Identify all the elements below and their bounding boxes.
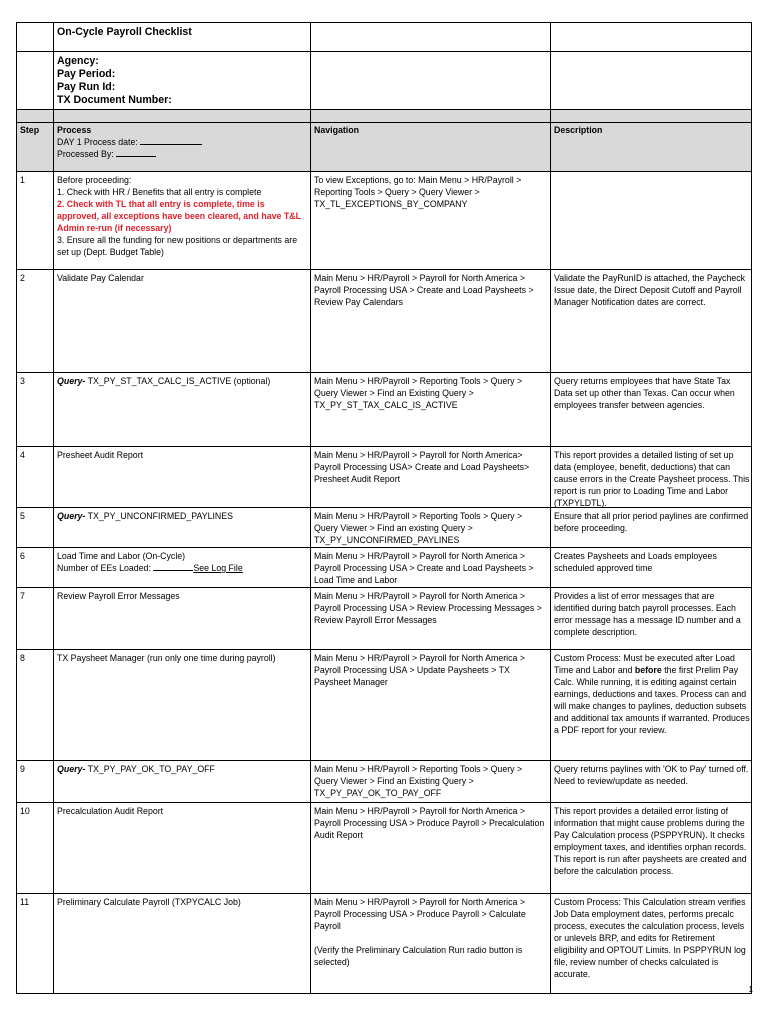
info-spacer bbox=[17, 51, 53, 109]
col-process-label: Process bbox=[57, 125, 92, 135]
step-process: Precalculation Audit Report bbox=[53, 802, 310, 893]
step-navigation: To view Exceptions, go to: Main Menu > HR/Payroll > Reporting Tools > Query > Query Viewer > TX_TL_EXCEPTIONS_BY_COMPANY bbox=[310, 171, 550, 269]
step-description: This report provides a detailed error listing of information that might cause problems during the Pay Calculation process (PSPPYRUN). It checks employment taxes, and identifies orphan records. This report is run after paysheets are created and before the calculation process. bbox=[550, 802, 752, 893]
step-navigation: Main Menu > HR/Payroll > Payroll for North America > Payroll Processing USA > Update Paysheets > TX Paysheet Manager bbox=[310, 649, 550, 760]
col-header-step bbox=[17, 122, 53, 171]
step-description: Validate the PayRunID is attached, the Paycheck Issue date, the Direct Deposit Cutoff and Payroll Manager Notification dates are correct. bbox=[550, 269, 752, 372]
title-nav-cell bbox=[310, 23, 550, 51]
col-header-navigation bbox=[310, 122, 550, 171]
checklist-sheet bbox=[16, 22, 752, 994]
info-nav-cell bbox=[310, 51, 550, 109]
step-navigation: Main Menu > HR/Payroll > Payroll for North America > Payroll Processing USA > Create and Load Paysheets > Review Pay Calendars bbox=[310, 269, 550, 372]
col-step-label: Step bbox=[20, 125, 40, 135]
step-description: Query returns paylines with 'OK to Pay' turned off. Need to review/update as needed. bbox=[550, 760, 752, 802]
tx-document-number-label: TX Document Number: bbox=[57, 94, 172, 106]
step-number: 7 bbox=[17, 587, 53, 649]
step-description: Custom Process: This Calculation stream verifies Job Data employment dates, performs precalc process, executes the calculation process, levels or unlevels BRP, and edits for Retirement eligibility and OPTOUT Limits. In PSPPYRUN log file, review number of checks calculated is accurate. bbox=[550, 893, 752, 994]
step-number: 1 bbox=[17, 171, 53, 269]
step-navigation: Main Menu > HR/Payroll > Payroll for North America > Payroll Processing USA > Review Processing Messages > Review Payroll Error Messages bbox=[310, 587, 550, 649]
gray-spacer bbox=[550, 109, 752, 122]
agency-label: Agency: bbox=[57, 55, 99, 67]
col-header-process bbox=[53, 122, 310, 171]
step-process: TX Paysheet Manager (run only one time during payroll) bbox=[53, 649, 310, 760]
step-navigation: Main Menu > HR/Payroll > Reporting Tools > Query > Query Viewer > Find an Existing Query > TX_PY_PAY_OK_TO_PAY_OFF bbox=[310, 760, 550, 802]
col-navigation-label: Navigation bbox=[314, 125, 359, 135]
step-description: Creates Paysheets and Loads employees scheduled approved time bbox=[550, 547, 752, 587]
gray-spacer bbox=[310, 109, 550, 122]
step-number: 5 bbox=[17, 507, 53, 547]
step-number: 2 bbox=[17, 269, 53, 372]
step-navigation: Main Menu > HR/Payroll > Reporting Tools > Query > Query Viewer > Find an existing Query > TX_PY_UNCONFIRMED_PAYLINES bbox=[310, 507, 550, 547]
step-navigation: Main Menu > HR/Payroll > Payroll for North America > Payroll Processing USA > Create and Load Paysheets > Load Time and Labor bbox=[310, 547, 550, 587]
step-number: 3 bbox=[17, 372, 53, 446]
step-navigation: Main Menu > HR/Payroll > Payroll for North America > Payroll Processing USA > Produce Payroll > Precalculation Audit Report bbox=[310, 802, 550, 893]
step-process: Before proceeding: 1. Check with HR / Benefits that all entry is complete 2. Check with TL that all entry is complete, time is approved, all exceptions have been cleared, and have T&L Admin re-run (if necessary) 3. Ensure all the funding for new positions or departments are set up (Dept. Budget Table) bbox=[53, 171, 310, 269]
step1-warning-text: 2. Check with TL that all entry is complete, time is approved, all exceptions have been cleared, and have T&L Admin re-run (if necessary) bbox=[57, 199, 301, 233]
step-process: Validate Pay Calendar bbox=[53, 269, 310, 372]
step-navigation: Main Menu > HR/Payroll > Payroll for North America> Payroll Processing USA> Create and Load Paysheets> Presheet Audit Report bbox=[310, 446, 550, 507]
step-number: 8 bbox=[17, 649, 53, 760]
step-process: Query- TX_PY_PAY_OK_TO_PAY_OFF bbox=[53, 760, 310, 802]
step-number: 4 bbox=[17, 446, 53, 507]
page-number: 1 bbox=[748, 985, 753, 994]
header-info bbox=[53, 51, 310, 109]
step-process: Preliminary Calculate Payroll (TXPYCALC Job) bbox=[53, 893, 310, 994]
title-desc-cell bbox=[550, 23, 752, 51]
step-number: 9 bbox=[17, 760, 53, 802]
step-number: 11 bbox=[17, 893, 53, 994]
step-number: 6 bbox=[17, 547, 53, 587]
step-navigation: Main Menu > HR/Payroll > Reporting Tools > Query > Query Viewer > Find an Existing Query > TX_PY_ST_TAX_CALC_IS_ACTIVE bbox=[310, 372, 550, 446]
step-process: Query- TX_PY_UNCONFIRMED_PAYLINES bbox=[53, 507, 310, 547]
step-navigation: Main Menu > HR/Payroll > Payroll for North America > Payroll Processing USA > Produce Payroll > Calculate Payroll (Verify the Preliminary Calculation Run radio button is selected) bbox=[310, 893, 550, 994]
see-log-file-link[interactable]: See Log File bbox=[193, 563, 243, 573]
step-description: Custom Process: Must be executed after Load Time and Labor and before the first Prelim Pay Calc. While running, it is editing against certain earnings, deductions and taxes. Process can and will make changes to paylines, deduction subsets and additional tax amounts if warranted. Produces a PDF report for your review. bbox=[550, 649, 752, 760]
col-description-label: Description bbox=[554, 125, 603, 135]
step-description: Provides a list of error messages that are identified during batch payroll processes. Each error message has a message ID number and a complete description. bbox=[550, 587, 752, 649]
day1-processed-by: Processed By: bbox=[57, 148, 307, 160]
step-process: Query- TX_PY_ST_TAX_CALC_IS_ACTIVE (optional) bbox=[53, 372, 310, 446]
gray-spacer bbox=[17, 109, 53, 122]
step-process: Load Time and Labor (On-Cycle) Number of EEs Loaded: See Log File bbox=[53, 547, 310, 587]
col-header-description bbox=[550, 122, 752, 171]
info-desc-cell bbox=[550, 51, 752, 109]
title-spacer bbox=[17, 23, 53, 51]
step-number: 10 bbox=[17, 802, 53, 893]
gray-spacer bbox=[53, 109, 310, 122]
page-title: On-Cycle Payroll Checklist bbox=[53, 23, 310, 51]
step-description bbox=[550, 171, 752, 269]
step-description: This report provides a detailed listing of set up data (employee, benefit, deductions) that can cause errors in the Create Paysheet process. This report is run prior to Loading Time and Labor (TXPYLDTL). bbox=[550, 446, 752, 507]
step-process: Presheet Audit Report bbox=[53, 446, 310, 507]
pay-run-id-label: Pay Run Id: bbox=[57, 81, 116, 93]
step-description: Ensure that all prior period paylines are confirmed before proceeding. bbox=[550, 507, 752, 547]
day1-process-date: DAY 1 Process date: bbox=[57, 136, 307, 148]
pay-period-label: Pay Period: bbox=[57, 68, 116, 80]
step-description: Query returns employees that have State Tax Data set up other than Texas. Can occur when employees transfer between agencies. bbox=[550, 372, 752, 446]
step-process: Review Payroll Error Messages bbox=[53, 587, 310, 649]
